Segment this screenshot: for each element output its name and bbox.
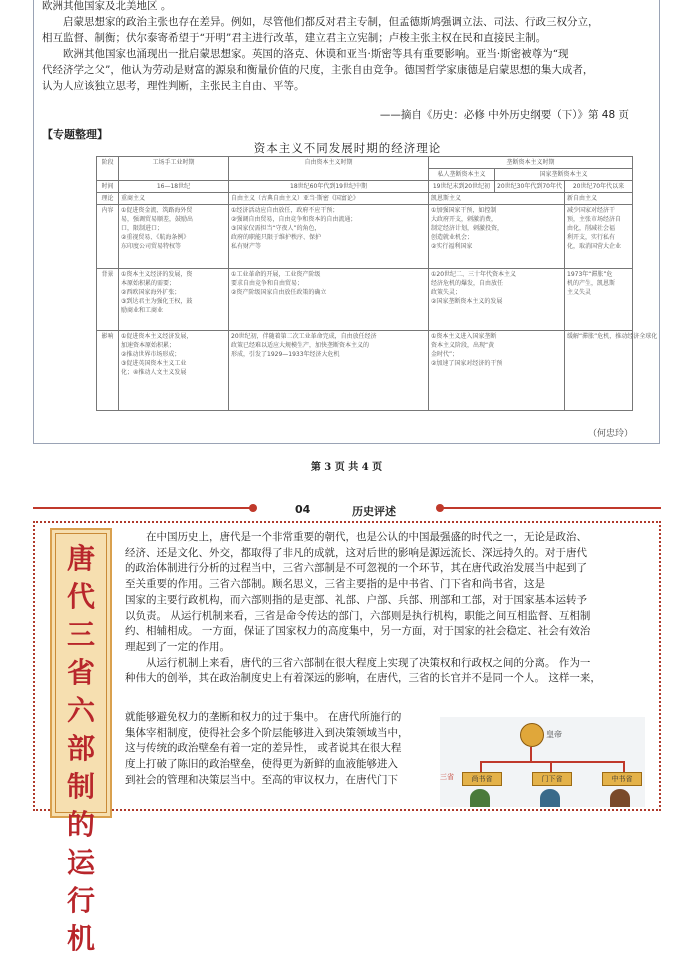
- cell-line: 利开支，实行私有: [567, 234, 616, 241]
- cell-line: 励商业和工商业: [121, 307, 164, 314]
- cell-line: 政策已经难以适应大规模生产，加快垄断资本主义的: [231, 342, 370, 349]
- row-label: 影响: [97, 331, 119, 411]
- cell-line: ①资本主义经济的发展，资: [121, 271, 193, 278]
- department-box: 门下省: [532, 772, 572, 786]
- header-cell: 自由资本主义时期: [229, 157, 429, 181]
- table-cell: [119, 331, 229, 411]
- cell-line: ②资产阶级国家自由放任政策的确立: [231, 289, 327, 296]
- cell-line: 口，限制进口；: [121, 225, 164, 232]
- theory-table: [96, 156, 658, 411]
- article-line: 这与传统的政治壁垒有着一定的差异性， 或者说其在很大程: [125, 742, 402, 755]
- diagram-connector: [530, 747, 532, 761]
- cell-line: ①工业革命的开展，工业资产阶级: [231, 271, 321, 278]
- article-line: 理起到了一定的作用。: [125, 640, 230, 653]
- article-line: 经济、还是文化、外交，都取得了非凡的成就，这对后世的影响是源远流长、深远持久的。对于唐代: [125, 546, 587, 559]
- table-title: 资本主义不同发展时期的经济理论: [253, 141, 442, 155]
- passage-line: 欧洲其他国家也涌现出一批启蒙思想家。英国的洛克、休谟和亚当·斯密等具有重要影响。亚当·斯密被尊为“现: [63, 48, 569, 60]
- cell-line: 要求自由竞争和自由贸易；: [231, 280, 304, 287]
- diagram-connector: [623, 761, 625, 772]
- official-icon: [470, 789, 490, 807]
- cell-line: 易，强调贸易顺差，鼓励出: [121, 216, 194, 223]
- banner-char: 唐: [66, 542, 95, 575]
- article-line: 至关重要的作用。三省六部制。顾名思义，三省主要指的是中书省、门下省和尚书省，这是: [125, 578, 545, 591]
- banner-char: 行: [66, 884, 95, 917]
- diagram-connector: [550, 761, 552, 772]
- cell-line: 政策失灵；: [431, 289, 462, 296]
- cell-line: ①20世纪二、三十年代资本主义: [431, 271, 517, 278]
- cell-line: 资本主义阶段，出现“黄: [431, 342, 495, 349]
- cell-line: 机的产生，凯恩斯: [567, 280, 616, 287]
- cell-line: 缓解“滞胀”危机，推动经济全球化: [567, 333, 658, 340]
- header-cell: 国家垄断资本主义: [495, 169, 633, 181]
- cell-line: 1973年“滞胀”危: [567, 271, 613, 278]
- cell-line: 加速资本原始积累；: [121, 342, 176, 349]
- three-departments-diagram: [440, 717, 645, 807]
- banner-char: 机: [66, 922, 95, 955]
- passage-line: 认为人应该独立思考，理性判断，主张民主自由、平等。: [42, 80, 305, 92]
- table-row: [97, 205, 633, 269]
- cell-line: ③到达君主为强化王权，鼓: [121, 298, 193, 305]
- article-line: 以负责。 从运行机制来看，三省是命令传达的部门，六部则是执行机构，职能之间互相监督、互相制: [125, 609, 591, 622]
- table-cell: [565, 331, 658, 411]
- header-cell: 垄断资本主义时期: [429, 157, 633, 169]
- header-cell: 工场手工业时期: [119, 157, 229, 181]
- article-line: 就能够避免权力的垄断和权力的过于集中。 在唐代所施行的: [125, 711, 402, 723]
- cell-line: 预，主张市场经济自: [567, 216, 622, 223]
- banner-char: 制: [66, 770, 95, 803]
- cell-line: ③国家仅需担当“守夜人”的角色，: [231, 225, 321, 232]
- row-label: 内容: [97, 205, 119, 269]
- row-label: 时间: [97, 181, 119, 193]
- diagram-side-label: 三省: [440, 773, 454, 781]
- table-cell: [119, 205, 229, 269]
- author-credit: （何忠玲）: [587, 429, 633, 439]
- table-cell: [229, 331, 429, 411]
- official-icon: [540, 789, 560, 807]
- cell-line: ②加速了国家对经济的干预: [431, 360, 503, 367]
- table-cell: [229, 269, 429, 331]
- previous-page-content: [33, 0, 660, 444]
- source-citation: ——摘自《历史：必修 中外历史纲要（下）》第 48 页: [379, 109, 629, 121]
- table-header-row: [97, 157, 633, 169]
- passage-line: 代经济学之父”，他认为劳动是财富的源泉和衡量价值的尺度，主张自由竞争。德国哲学家康德是启蒙思想的集大成者，: [42, 64, 594, 76]
- passage-line: 启蒙思想家的政治主张也存在差异。例如，尽管他们都反对君主专制，但孟德斯鸠强调立法、司法、行政三权分立，: [63, 16, 599, 28]
- cell-line: ①促进资金流、筑路海外贸: [121, 207, 193, 214]
- diagram-connector: [480, 761, 625, 763]
- cell-line: 主义失灵: [567, 289, 592, 296]
- cell-line: 本原始积累的需要；: [121, 280, 176, 287]
- table-row: [97, 269, 633, 331]
- cell-line: 经济危机的爆发，自由放任: [431, 280, 504, 287]
- table-cell: 新自由主义: [565, 193, 633, 205]
- cell-line: 创造就业机会；: [431, 234, 474, 241]
- cell-line: ①加强国家干预，如控制: [431, 207, 497, 214]
- cell-line: 大政府开支，刺激消费，: [431, 216, 498, 223]
- article-line: 在中国历史上，唐代是一个非常重要的朝代，也是公认的中国最强盛的时代之一，无论是政治、: [146, 531, 587, 543]
- table-cell: 16—18世纪: [119, 181, 229, 193]
- row-label: 理论: [97, 193, 119, 205]
- cell-line: 减少国家对经济干: [567, 207, 616, 214]
- cell-line: 化，取消国营大企业: [567, 243, 622, 250]
- row-label: 背景: [97, 269, 119, 331]
- cell-line: 政府的职能只限于维护秩序、保护: [231, 234, 322, 241]
- article-line: 约、相辅相成。 一方面，保证了国家权力的高度集中，另一方面，对于国家的社会稳定、社会有效治: [125, 625, 591, 638]
- table-row: [97, 181, 633, 193]
- reading-passage: [42, 0, 652, 94]
- table-cell: [229, 205, 429, 269]
- official-icon: [610, 789, 630, 807]
- diagram-connector: [480, 761, 482, 772]
- banner-char: 三: [66, 618, 95, 651]
- banner-char: 代: [66, 580, 95, 613]
- page-number: 第 3 页 共 4 页: [310, 462, 383, 473]
- table-row: [97, 193, 633, 205]
- table-cell: 重商主义: [119, 193, 229, 205]
- header-cell: 私人垄断资本主义: [429, 169, 495, 181]
- header-cell: 阶段: [97, 157, 119, 181]
- cell-line: ①促进资本主义经济发展，: [121, 333, 193, 340]
- banner-char: 六: [66, 694, 95, 727]
- cell-line: 东印度公司贸易特权等: [121, 243, 182, 250]
- emperor-icon: [520, 723, 544, 747]
- passage-line: 相互监督、制衡；伏尔泰寄希望于“开明”君主进行改革，建立君主立宪制；卢梭主张主权在民和直接民主制。: [42, 32, 547, 44]
- header-rule-right: [440, 507, 661, 509]
- article-line: 到社会的管理和决策层当中。至高的审议权力，在唐代门下: [125, 773, 398, 786]
- table-cell: 自由主义（古典自由主义）亚当·斯密《国富论》: [229, 193, 429, 205]
- article-line: 集体宰相制度，使得社会多个阶层能够进入到决策领域当中，: [125, 726, 409, 739]
- cell-line: ②国家垄断资本主义的发展: [431, 298, 503, 305]
- cell-line: ②推动世界市场形成；: [121, 351, 181, 358]
- section-title: 历史评述: [352, 505, 396, 518]
- article-line: 从运行机制上来看，唐代的三省六部制在很大程度上实现了决策权和行政权之间的分离。 作为一: [146, 656, 591, 669]
- cell-line: 由化，削减社会福: [567, 225, 616, 232]
- banner-char: 的: [66, 808, 95, 841]
- banner-char: 省: [66, 656, 95, 689]
- cell-line: 金时代”；: [431, 351, 459, 358]
- cell-line: 制定经济计划，刺激投资，: [431, 225, 504, 232]
- cell-line: ①资本主义进入国家垄断: [431, 333, 497, 340]
- department-box: 中书省: [602, 772, 642, 786]
- article-line: 的政治体制进行分析的过程当中，三省六部制是不可忽视的一个环节，其在唐代政治发展当中起到了: [125, 562, 587, 575]
- table-cell: 19世纪末到20世纪初: [429, 181, 495, 193]
- table-cell: 凯恩斯主义: [429, 193, 565, 205]
- cell-line: 形成，引发了1929—1933年经济大危机: [231, 351, 340, 358]
- cell-line: 20世纪初，伴随着第二次工业革命完成，自由放任经济: [231, 333, 377, 340]
- cell-line: 私有财产等: [231, 243, 262, 250]
- department-box: 尚书省: [462, 772, 502, 786]
- cell-line: ②西欧国家海外扩张；: [121, 289, 181, 296]
- banner-char: 运: [66, 846, 95, 879]
- article-line: 国家的主要行政机构，而六部则指的是吏部、礼部、户部、兵部、刑部和工部，对于国家基本运转予: [125, 593, 587, 606]
- cell-line: ③促进英国资本主义工业: [121, 360, 187, 367]
- cell-line: ①经济活动应自由放任，政府不应干预；: [231, 207, 339, 214]
- table-cell: 20世纪70年代以来: [565, 181, 633, 193]
- section-number: 04: [295, 503, 311, 516]
- passage-line: 欧洲其他国家及北美地区 。: [42, 0, 172, 12]
- article-body-continued: [125, 710, 435, 789]
- title-banner: [50, 528, 112, 955]
- table-cell: 20世纪30年代到70年代: [495, 181, 565, 193]
- table-cell: [565, 269, 633, 331]
- table-row: [97, 331, 633, 411]
- cell-line: ②重视贸易、《航海条例》: [121, 234, 190, 241]
- cell-line: 化；④推动人文主义发展: [121, 369, 187, 376]
- emperor-label: 皇帝: [546, 730, 562, 739]
- banner-char: 部: [66, 732, 95, 765]
- table-cell: [429, 205, 565, 269]
- cell-line: ②强调自由贸易，自由竞争和资本的自由流通；: [231, 216, 357, 223]
- table-cell: [565, 205, 633, 269]
- table-cell: 18世纪60年代到19世纪中期: [229, 181, 429, 193]
- cell-line: ②实行福利国家: [431, 243, 473, 250]
- table-cell: [119, 269, 229, 331]
- header-rule-left: [33, 507, 253, 509]
- table-cell: [429, 331, 565, 411]
- table-cell: [429, 269, 565, 331]
- banner-title: [52, 540, 110, 958]
- article-line: 度上打破了陈旧的政治壁垒，使得更为新鲜的血液能够进入: [125, 758, 398, 771]
- article-line: 种伟大的创举，其在政治制度史上有着深远的影响，在唐代，三省的长官并不是同一个人。 这样一来，: [125, 672, 601, 685]
- article-body: [125, 530, 645, 687]
- section-tag: 【专题整理】: [42, 128, 108, 141]
